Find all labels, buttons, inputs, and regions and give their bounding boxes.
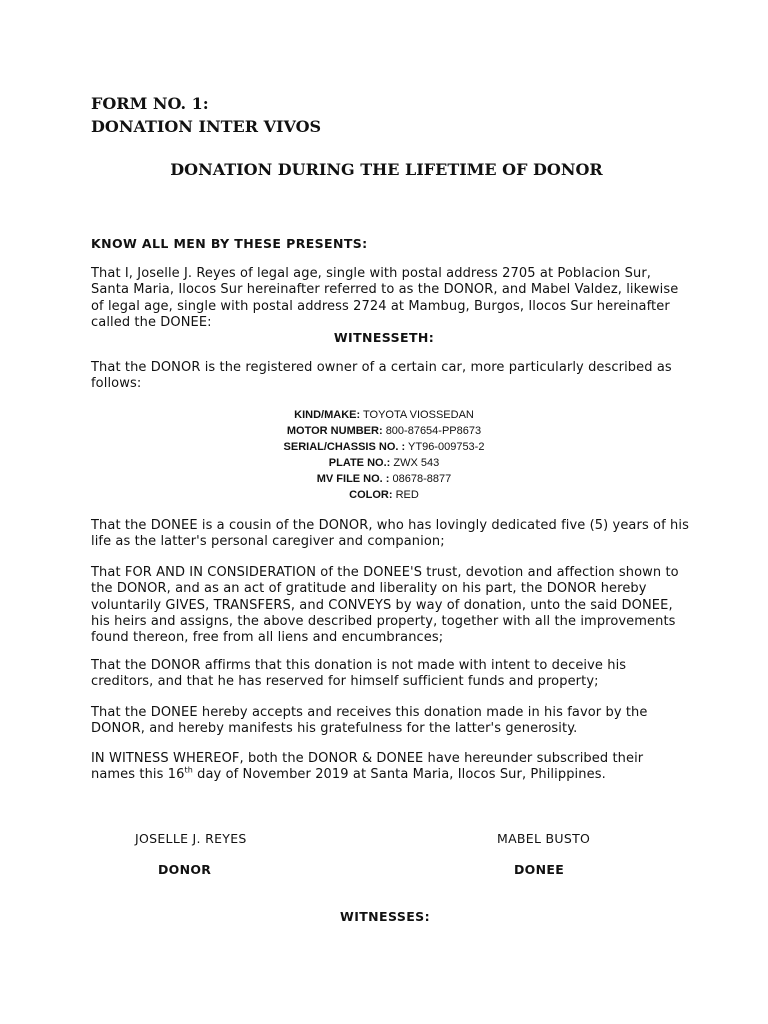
- detail-row-color: [0, 487, 768, 503]
- witness-whereof-text: IN WITNESS WHEREOF, both the DONOR & DONEE have hereunder subscribed their names this 16: [91, 751, 644, 783]
- detail-label: KIND/MAKE:: [294, 409, 361, 421]
- detail-value: TOYOTA VIOSSEDAN: [363, 409, 474, 421]
- form-title: DONATION INTER VIVOS: [91, 117, 322, 136]
- detail-label: MV FILE NO. :: [316, 473, 390, 485]
- intro-heading: KNOW ALL MEN BY THESE PRESENTS:: [91, 236, 368, 251]
- detail-value: 08678-8877: [392, 473, 452, 485]
- consideration-paragraph: That FOR AND IN CONSIDERATION of the DONEE'S trust, devotion and affection shown to the DONOR, and as an act of gratitude and liberality on his part, the DONOR hereby voluntarily GIVES, TRANSFERS, and CONVEYS by way of donation, unto the said DONEE, his heirs and assigns, the above described property, together with all the improvements found thereon, free from all liens and encumbrances;: [91, 565, 679, 646]
- detail-row-serial: [0, 439, 768, 455]
- form-number: FORM NO. 1:: [91, 94, 209, 113]
- property-intro-paragraph: That the DONOR is the registered owner of a certain car, more particularly described as follows:: [91, 360, 672, 392]
- donee-signature-name: MABEL BUSTO: [497, 831, 591, 846]
- witnesses-heading: WITNESSES:: [340, 909, 430, 924]
- witness-whereof-text-end: day of November 2019 at Santa Maria, Ilocos Sur, Philippines.: [192, 767, 606, 783]
- detail-label: COLOR:: [349, 489, 393, 501]
- day-ordinal-suffix: th: [184, 765, 193, 775]
- detail-value: ZWX 543: [393, 457, 440, 469]
- detail-row-kind: [0, 407, 768, 423]
- document-title: DONATION DURING THE LIFETIME OF DONOR: [170, 160, 603, 179]
- acceptance-paragraph: That the DONEE hereby accepts and receives this donation made in his favor by the DONOR, and hereby manifests his gratefulness for the latter's generosity.: [91, 705, 648, 737]
- donor-role-label: DONOR: [158, 862, 212, 877]
- intro-paragraph: That I, Joselle J. Reyes of legal age, single with postal address 2705 at Poblacion Sur, Santa Maria, Ilocos Sur hereinafter referred to as the DONOR, and Mabel Valdez, likewise of legal age, single with postal address 2724 at Mambug, Burgos, Ilocos Sur hereinafter called the DONEE:: [91, 266, 679, 330]
- detail-value: 800-87654-PP8673: [385, 425, 482, 437]
- detail-label: PLATE NO.:: [328, 457, 391, 469]
- detail-value: RED: [395, 489, 419, 501]
- detail-label: MOTOR NUMBER:: [286, 425, 383, 437]
- witness-whereof-paragraph: [91, 751, 691, 784]
- donee-role-label: DONEE: [514, 862, 565, 877]
- affirmation-paragraph: That the DONOR affirms that this donation is not made with intent to deceive his creditors, and that he has reserved for himself sufficient funds and property;: [91, 658, 627, 690]
- detail-label: SERIAL/CHASSIS NO. :: [283, 441, 406, 453]
- detail-row-plate: [0, 455, 768, 471]
- detail-row-motor: [0, 423, 768, 439]
- witnesseth-heading: WITNESSETH:: [333, 330, 435, 345]
- donor-signature-name: JOSELLE J. REYES: [135, 831, 247, 846]
- property-details: [0, 407, 768, 503]
- detail-value: YT96-009753-2: [408, 441, 485, 453]
- relation-paragraph: That the DONEE is a cousin of the DONOR, who has lovingly dedicated five (5) years of his life as the latter's personal caregiver and companion;: [91, 518, 689, 550]
- detail-row-mvfile: [0, 471, 768, 487]
